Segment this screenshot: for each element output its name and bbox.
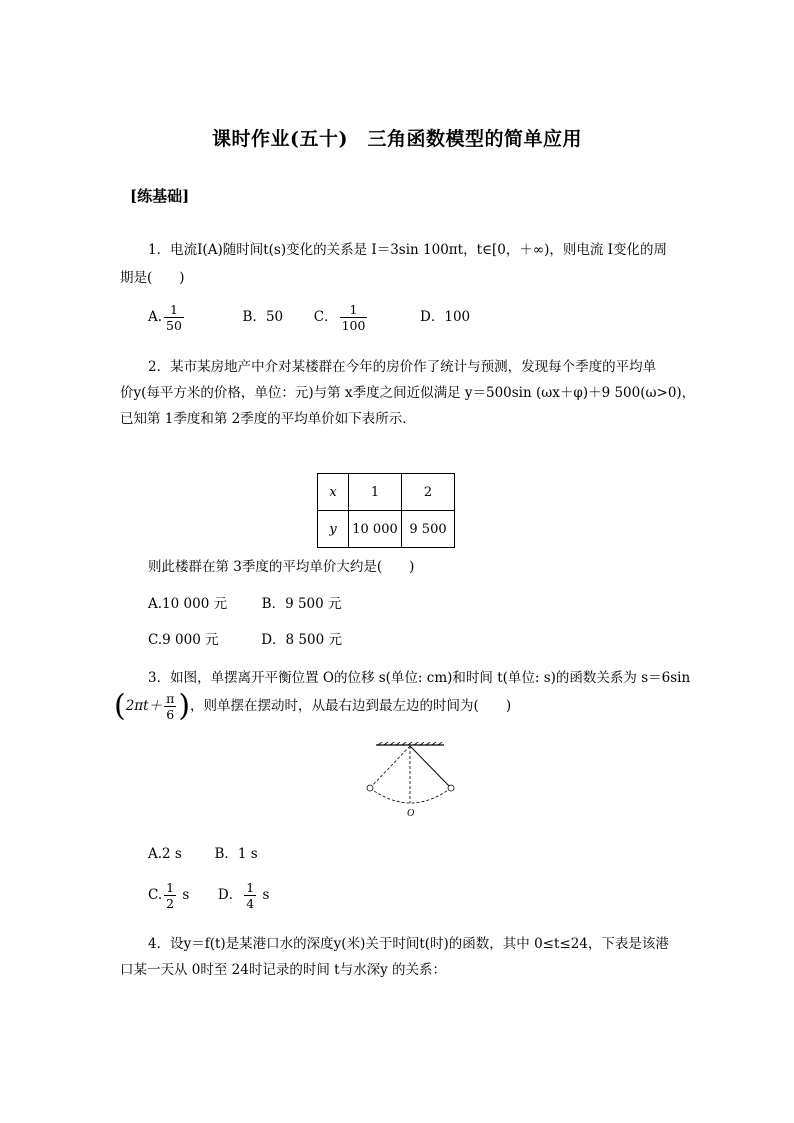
q3-option-b: B．1 s: [214, 846, 258, 862]
pendulum-figure: [360, 742, 470, 820]
pendulum-string: [410, 746, 451, 788]
fraction: $\frac{1}{50}$: [166, 302, 182, 333]
q1-option-c: C． $\frac{1}{100}$: [313, 302, 366, 333]
q3-line1: 3．如图，单摆离开平衡位置 O的位移 s(单位: cm)和时间 t(单位: s)的函数关系为 s＝6sin: [148, 670, 691, 686]
q1-option-a: A. $\frac{1}{50}$: [148, 302, 182, 333]
q1-line1: 1．电流I(A)随时间t(s)变化的关系是 I＝3sin 100πt，t∈[0，＋∞)，则电流 I变化的周: [148, 242, 668, 258]
q3-options-cd: [148, 880, 269, 911]
fraction: $\frac{1}{100}$: [341, 302, 366, 333]
q2-options-cd: [148, 628, 342, 648]
q3-option-d: D． $\frac{1}{4}$ s: [217, 880, 270, 911]
table-row: [318, 511, 455, 548]
left-bob: [367, 785, 373, 791]
point-o-label: O: [407, 808, 415, 819]
right-paren: ): [178, 688, 191, 724]
table-cell: y: [318, 511, 349, 548]
right-bob: [448, 785, 454, 791]
table-cell: 2: [402, 474, 455, 511]
q3-options-ab: [148, 842, 258, 862]
q1-options: [148, 302, 470, 333]
q4-line1: 4．设y＝f(t)是某港口水的深度y(米)关于时间t(时)的函数，其中 0≤t≤24，下表是该港: [148, 936, 669, 952]
q2-option-b: B．9 500 元: [261, 596, 342, 612]
q2-options-ab: [148, 592, 342, 612]
q2-line3: 已知第 1季度和第 2季度的平均单价如下表所示．: [120, 411, 416, 427]
q1-option-b: B．50: [242, 309, 284, 325]
q3-option-a: A.2 s: [148, 846, 182, 862]
table-cell: 10 000: [349, 511, 402, 548]
section-heading: [练基础]: [130, 187, 190, 205]
table-cell: 1: [349, 474, 402, 511]
q1-option-d: D．100: [420, 309, 471, 325]
table-row: [318, 474, 455, 511]
fraction: $\frac{1}{4}$: [246, 880, 255, 911]
q2-option-a: A.10 000 元: [148, 596, 228, 612]
fraction: $\frac{1}{2}$: [166, 880, 175, 911]
q2-line4: 则此楼群在第 3季度的平均单价大约是( ): [148, 559, 415, 575]
left-string-dashed: [370, 746, 410, 788]
q2-option-d: D．8 500 元: [261, 632, 342, 648]
fraction: $\frac{\pi}{6}$: [166, 691, 175, 722]
data-table: [317, 473, 455, 548]
swing-arc: [370, 788, 451, 803]
q2-option-c: C.9 000 元: [148, 632, 219, 648]
page-title: 课时作业(五十) 三角函数模型的简单应用: [212, 128, 582, 150]
q1-line2: 期是( ): [120, 270, 185, 286]
q4-line2: 口某一天从 0时至 24时记录的时间 t与水深y 的关系：: [120, 962, 446, 978]
q3-option-c: C. $\frac{1}{2}$ s: [148, 880, 190, 911]
table-cell: x: [318, 474, 349, 511]
q2-line2: 价y(每平方米的价格，单位：元)与第 x季度之间近似满足 y＝500sin (ωx＋φ)＋9 500(ω>0)，: [120, 385, 696, 401]
q2-line1: 2．某市某房地产中介对某楼群在今年的房价作了统计与预测，发现每个季度的平均单: [148, 359, 657, 375]
left-paren: (: [114, 688, 126, 724]
table-cell: 9 500: [402, 511, 455, 548]
q3-line2: (2πt＋ $\frac{\pi}{6}$ )，则单摆在摆动时，从最右边到最左边的时间为( ): [114, 688, 512, 724]
